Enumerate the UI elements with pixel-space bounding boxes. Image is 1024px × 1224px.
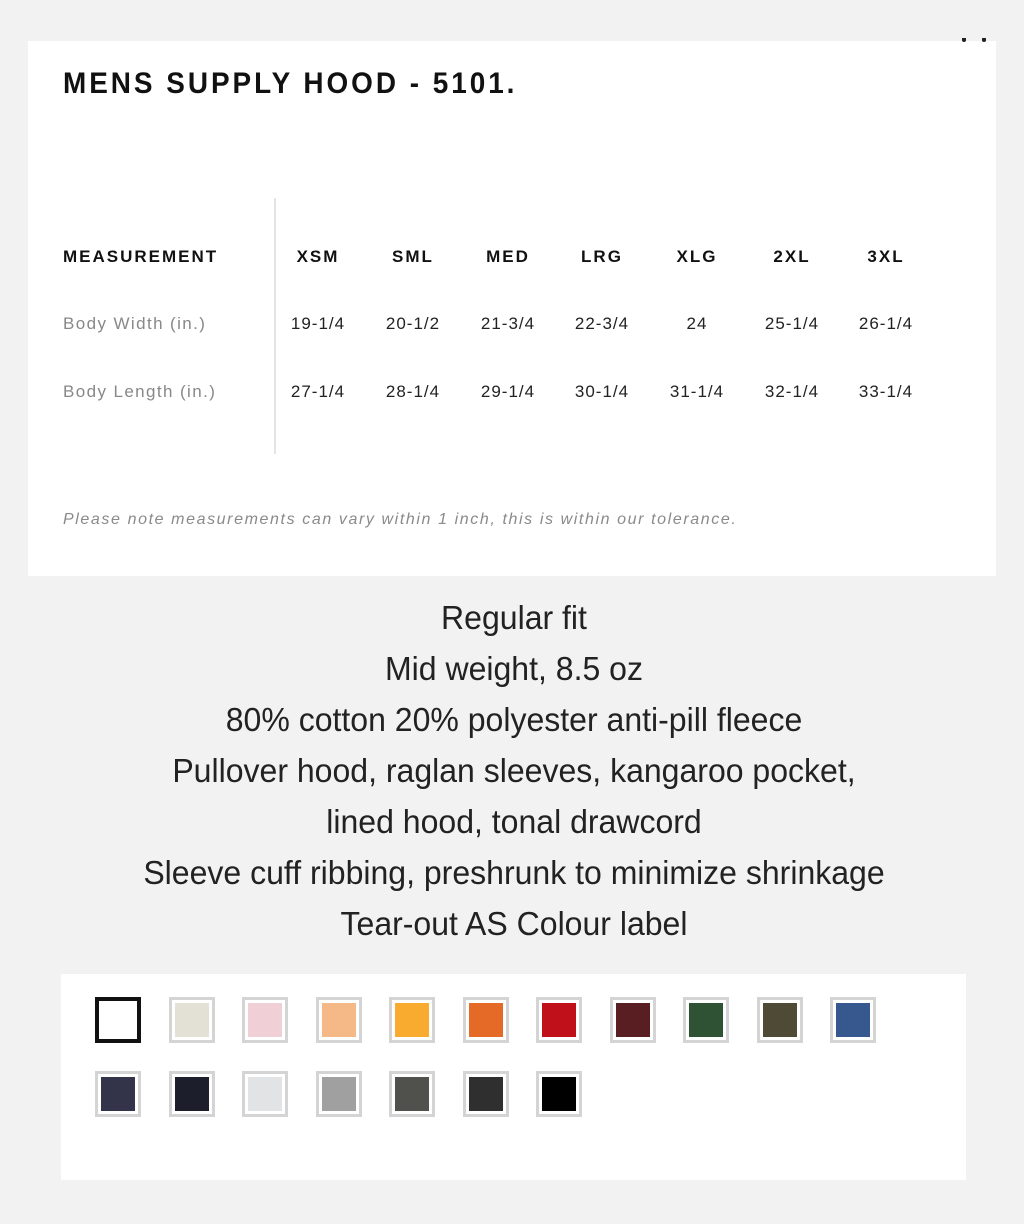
swatch-fill	[836, 1003, 870, 1037]
color-swatch[interactable]	[830, 997, 876, 1043]
swatch-fill	[689, 1003, 723, 1037]
measurement-value: 27-1/4	[290, 382, 346, 401]
swatch-fill	[322, 1077, 356, 1111]
size-header: 2XL	[773, 247, 811, 266]
swatch-fill	[322, 1003, 356, 1037]
feature-line: Regular fit	[441, 599, 587, 636]
size-header: SML	[392, 247, 434, 266]
measurement-value: 19-1/4	[290, 314, 346, 333]
feature-list	[0, 592, 1024, 949]
color-swatch[interactable]	[463, 1071, 509, 1117]
swatch-fill	[175, 1003, 209, 1037]
measurement-value: 21-3/4	[480, 314, 536, 333]
color-swatch[interactable]	[389, 1071, 435, 1117]
swatch-fill	[99, 1001, 137, 1039]
color-swatch[interactable]	[610, 997, 656, 1043]
swatch-fill	[248, 1077, 282, 1111]
swatch-fill	[248, 1003, 282, 1037]
swatch-fill	[542, 1077, 576, 1111]
swatch-fill	[469, 1077, 503, 1111]
measurement-value: 24	[686, 314, 708, 333]
measurement-value: 30-1/4	[574, 382, 630, 401]
color-swatch[interactable]	[95, 997, 141, 1043]
row-label-body-length: Body Length (in.)	[63, 382, 217, 401]
swatch-fill	[175, 1077, 209, 1111]
size-header: XSM	[296, 247, 340, 266]
feature-line: Pullover hood, raglan sleeves, kangaroo pocket,	[172, 752, 856, 789]
feature-line: Tear-out AS Colour label	[340, 905, 688, 942]
color-swatch[interactable]	[316, 1071, 362, 1117]
measurement-header: MEASUREMENT	[63, 247, 219, 266]
swatch-fill	[469, 1003, 503, 1037]
color-swatch[interactable]	[316, 997, 362, 1043]
color-swatch[interactable]	[536, 997, 582, 1043]
color-swatch[interactable]	[242, 997, 288, 1043]
color-swatch[interactable]	[169, 997, 215, 1043]
product-title: MENS SUPPLY HOOD - 5101.	[63, 67, 518, 100]
swatch-fill	[101, 1077, 135, 1111]
size-header: XLG	[676, 247, 718, 266]
size-chart-card	[28, 41, 996, 576]
color-swatch[interactable]	[169, 1071, 215, 1117]
color-swatch[interactable]	[757, 997, 803, 1043]
color-swatch[interactable]	[463, 997, 509, 1043]
measurement-value: 20-1/2	[385, 314, 441, 333]
size-header: MED	[486, 247, 530, 266]
size-header: 3XL	[867, 247, 905, 266]
swatch-fill	[542, 1003, 576, 1037]
color-swatch[interactable]	[683, 997, 729, 1043]
feature-line: Mid weight, 8.5 oz	[385, 650, 643, 687]
measurement-value: 31-1/4	[669, 382, 725, 401]
feature-line: Sleeve cuff ribbing, preshrunk to minimize shrinkage	[143, 854, 885, 891]
measurement-value: 29-1/4	[480, 382, 536, 401]
measurement-value: 33-1/4	[858, 382, 914, 401]
swatch-fill	[395, 1077, 429, 1111]
color-swatch[interactable]	[95, 1071, 141, 1117]
measurement-value: 26-1/4	[858, 314, 914, 333]
feature-line: 80% cotton 20% polyester anti-pill fleece	[225, 701, 803, 738]
color-swatch[interactable]	[242, 1071, 288, 1117]
swatch-fill	[616, 1003, 650, 1037]
measurement-value: 22-3/4	[574, 314, 630, 333]
size-header: LRG	[581, 247, 623, 266]
top-marks	[962, 38, 986, 42]
feature-line: lined hood, tonal drawcord	[326, 803, 702, 840]
tolerance-note: Please note measurements can vary within 1 inch, this is within our tolerance.	[63, 511, 738, 528]
color-swatch-panel	[61, 974, 966, 1180]
color-swatch[interactable]	[536, 1071, 582, 1117]
swatch-fill	[763, 1003, 797, 1037]
swatch-fill	[395, 1003, 429, 1037]
color-swatch[interactable]	[389, 997, 435, 1043]
measurement-value: 32-1/4	[764, 382, 820, 401]
measurement-value: 28-1/4	[385, 382, 441, 401]
measurement-value: 25-1/4	[764, 314, 820, 333]
row-label-body-width: Body Width (in.)	[63, 314, 207, 333]
